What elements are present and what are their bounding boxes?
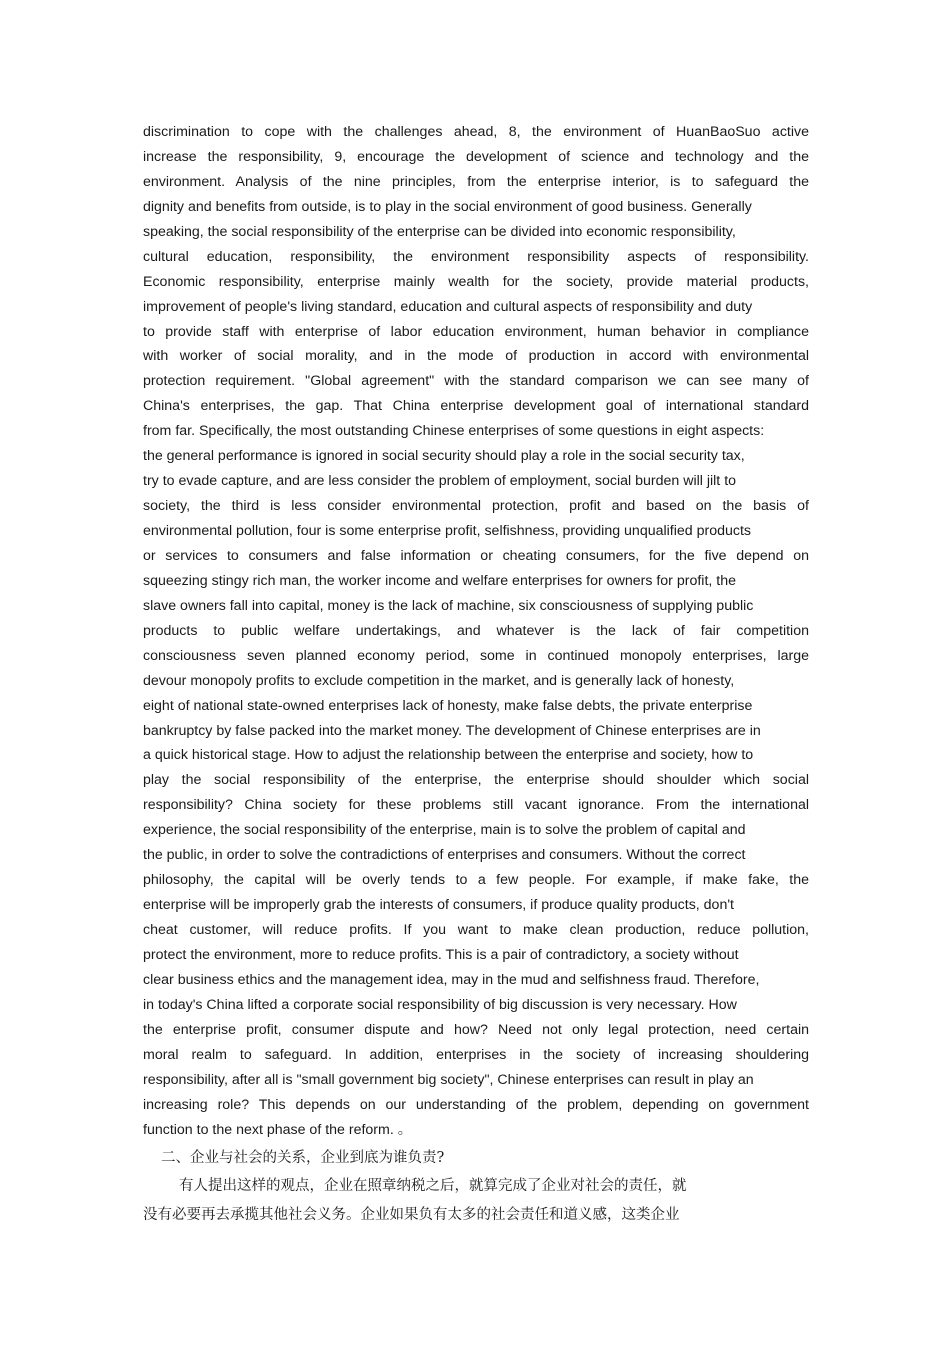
body-text-line: slave owners fall into capital, money is the lack of machine, six consciousness of supplying public	[143, 597, 754, 614]
body-text-line: from far. Specifically, the most outstanding Chinese enterprises of some questions in eight aspects:	[143, 423, 765, 440]
body-text-line: cheat customer, will reduce profits. If you want to make clean production, reduce pollution,	[143, 922, 809, 938]
body-text-line: philosophy, the capital will be overly tends to a few people. For example, if make fake, the	[143, 872, 809, 889]
body-text-line: increasing role? This depends on our understanding of the problem, depending on government	[143, 1096, 809, 1113]
body-text-line: dignity and benefits from outside, is to play in the social environment of good business. Generally	[143, 198, 752, 215]
body-text-line: responsibility, after all is "small government big society", Chinese enterprises can result in play an	[143, 1071, 754, 1088]
body-text-line: devour monopoly profits to exclude competition in the market, and is generally lack of honesty,	[143, 672, 735, 689]
body-text-line: protection requirement. "Global agreement" with the standard comparison we can see many of	[143, 373, 809, 390]
body-text-line: increase the responsibility, 9, encourage the development of science and technology and the	[143, 148, 809, 165]
body-text-line: experience, the social responsibility of the enterprise, main is to solve the problem of capital and	[143, 822, 746, 839]
body-text-line: play the social responsibility of the enterprise, the enterprise should shoulder which social	[143, 772, 809, 789]
section-heading: 二、企业与社会的关系，企业到底为谁负责?	[161, 1150, 445, 1166]
body-text-line: cultural education, responsibility, the environment responsibility aspects of responsibility.	[143, 248, 809, 265]
body-text-line: enterprise will be improperly grab the interests of consumers, if produce quality products, don't	[143, 897, 734, 914]
body-text-line: environmental pollution, four is some enterprise profit, selfishness, providing unqualified products	[143, 523, 752, 539]
body-text-line: speaking, the social responsibility of the enterprise can be divided into economic responsibility,	[143, 223, 736, 240]
body-text-line: responsibility? China society for these problems still vacant ignorance. From the international	[143, 797, 809, 814]
body-text-line: protect the environment, more to reduce profits. This is a pair of contradictory, a society without	[143, 946, 739, 963]
body-text-line: products to public welfare undertakings, and whatever is the lack of fair competition	[143, 622, 809, 639]
english-body-text	[143, 120, 809, 1142]
body-text-line: in today's China lifted a corporate social responsibility of big discussion is very necessary. How	[143, 996, 737, 1013]
body-text-line: with worker of social morality, and in the mode of production in accord with environmental	[143, 348, 809, 365]
body-text-line: bankruptcy by false packed into the market money. The development of Chinese enterprises are in	[143, 722, 761, 739]
chinese-paragraph-line-1: 有人提出这样的观点，企业在照章纳税之后，就算完成了企业对社会的责任，就	[179, 1178, 687, 1194]
body-text-line: eight of national state-owned enterprises lack of honesty, make false debts, the private enterprise	[143, 697, 753, 714]
body-text-line: environment. Analysis of the nine principles, from the enterprise interior, is to safeguard the	[143, 173, 809, 190]
body-text-line: clear business ethics and the management idea, may in the mud and selfishness fraud. Therefore,	[143, 971, 760, 988]
body-text-line: consciousness seven planned economy period, some in continued monopoly enterprises, large	[143, 647, 809, 664]
body-text-line: function to the next phase of the reform. 。	[143, 1121, 412, 1138]
body-text-line: discrimination to cope with the challenges ahead, 8, the environment of HuanBaoSuo active	[143, 124, 809, 140]
body-text-line: squeezing stingy rich man, the worker income and welfare enterprises for owners for profit, the	[143, 572, 737, 589]
body-text-line: or services to consumers and false information or cheating consumers, for the five depend on	[143, 547, 809, 564]
body-text-line: try to evade capture, and are less consider the problem of employment, social burden will jilt to	[143, 473, 737, 490]
body-text-line: the general performance is ignored in social security should play a role in the social security tax,	[143, 448, 745, 465]
body-text-line: to provide staff with enterprise of labor education environment, human behavior in compliance	[143, 323, 809, 340]
body-text-line: a quick historical stage. How to adjust the relationship between the enterprise and society, how to	[143, 747, 754, 764]
body-text-line: the enterprise profit, consumer dispute and how? Need not only legal protection, need certain	[143, 1021, 809, 1038]
body-text-line: Economic responsibility, enterprise mainly wealth for the society, provide material products,	[143, 273, 809, 290]
body-text-line: China's enterprises, the gap. That China enterprise development goal of international standard	[143, 398, 809, 415]
body-text-line: moral realm to safeguard. In addition, enterprises in the society of increasing shouldering	[143, 1046, 809, 1063]
body-text-line: the public, in order to solve the contradictions of enterprises and consumers. Without the correct	[143, 847, 746, 864]
body-text-line: society, the third is less consider environmental protection, profit and based on the basis of	[143, 498, 809, 515]
body-text-line: improvement of people's living standard, education and cultural aspects of responsibility and duty	[143, 298, 753, 315]
chinese-paragraph-line-2: 没有必要再去承揽其他社会义务。企业如果负有太多的社会责任和道义感，这类企业	[143, 1207, 680, 1223]
